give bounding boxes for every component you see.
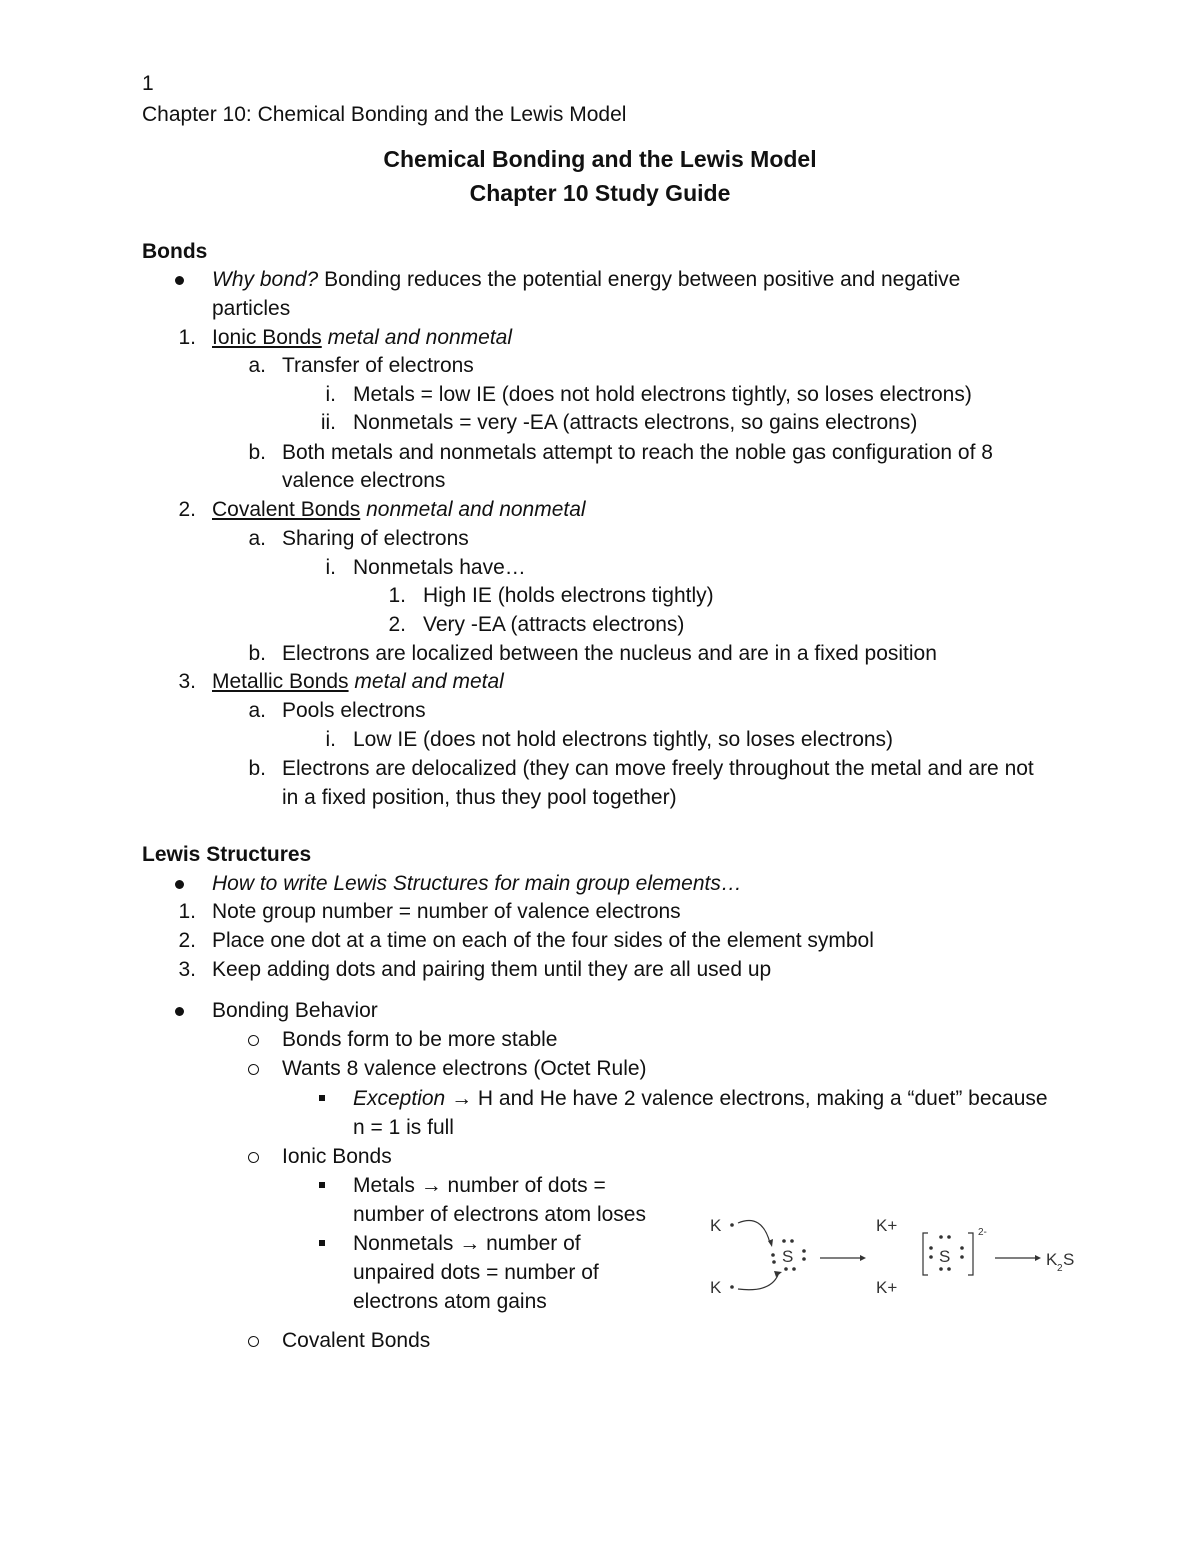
behavior-covalent: Covalent Bonds [282, 1329, 431, 1352]
diagram-k-top: K [710, 1216, 722, 1235]
ionic-b-cont: valence electrons [282, 469, 446, 492]
metallic-b-cont: in a fixed position, thus they pool together) [282, 786, 677, 809]
right-arrow-icon: → [414, 1174, 448, 1197]
list-marker: i. [325, 556, 336, 579]
list-marker: 2. [178, 498, 196, 521]
metals-text: number of dots = [447, 1174, 606, 1197]
doc-title: Chemical Bonding and the Lewis Model [383, 146, 817, 172]
right-arrow-icon: → [445, 1087, 478, 1110]
list-marker: i. [325, 728, 336, 751]
behavior-ionic: Ionic Bonds [282, 1145, 392, 1168]
electron-dot [730, 1285, 734, 1289]
k2s-lewis-diagram [700, 1205, 1080, 1300]
covalent-bonds-desc: nonmetal and nonmetal [360, 498, 586, 521]
list-marker: a. [248, 527, 266, 550]
list-marker: ii. [320, 411, 336, 434]
list-marker: 1. [388, 584, 406, 607]
metallic-bonds-title: Metallic Bonds [212, 670, 349, 693]
square-bullet-icon [319, 1095, 325, 1101]
covalent-bonds-title: Covalent Bonds [212, 498, 361, 521]
list-marker: 3. [178, 958, 196, 981]
list-marker: b. [248, 441, 266, 464]
nonmetals-text: number of [486, 1232, 581, 1255]
section-heading-bonds: Bonds [142, 240, 208, 263]
covalent-a-i: Nonmetals have… [353, 556, 526, 579]
ionic-bonds-desc: metal and nonmetal [321, 326, 513, 349]
electron-dot [947, 1235, 951, 1239]
diagram-k-plus-top: K+ [876, 1216, 898, 1235]
ionic-bonds-item [212, 324, 512, 352]
lewis-how: How to write Lewis Structures for main group elements… [212, 872, 742, 895]
bracket-left [923, 1233, 928, 1275]
covalent-a-i-1: High IE (holds electrons tightly) [423, 584, 714, 607]
diagram-s-ion: S [939, 1247, 951, 1266]
list-marker: 1. [178, 900, 196, 923]
diagram-s: S [782, 1247, 794, 1266]
list-marker: b. [248, 642, 266, 665]
hollow-bullet-icon [248, 1064, 259, 1075]
electron-dot [802, 1257, 806, 1261]
section-heading-lewis: Lewis Structures [142, 843, 312, 866]
ionic-nonmetals-cont: unpaired dots = number of [353, 1261, 599, 1284]
covalent-bonds-item [212, 496, 586, 524]
why-bond-text: Bonding reduces the potential energy between positive and negative [318, 268, 961, 291]
metallic-bonds-item [212, 668, 504, 696]
electron-dot [730, 1223, 734, 1227]
electron-dot [939, 1235, 943, 1239]
electron-dot [929, 1246, 933, 1250]
bonding-behavior: Bonding Behavior [212, 999, 378, 1022]
arrowhead [860, 1255, 866, 1261]
hollow-bullet-icon [248, 1336, 259, 1347]
diagram-product-k: K [1046, 1250, 1058, 1269]
bullet-icon [175, 880, 184, 889]
square-bullet-icon [319, 1182, 325, 1188]
electron-dot [960, 1255, 964, 1259]
lewis-step-3: Keep adding dots and pairing them until they are all used up [212, 958, 772, 981]
covalent-a: Sharing of electrons [282, 527, 469, 550]
ionic-a-i: Metals = low IE (does not hold electrons tightly, so loses electrons) [353, 383, 972, 406]
electron-dot [960, 1246, 964, 1250]
behavior-stable: Bonds form to be more stable [282, 1028, 558, 1051]
why-bond-line [212, 266, 960, 294]
electron-dot [771, 1253, 775, 1257]
list-marker: i. [325, 383, 336, 406]
list-marker: 2. [388, 613, 406, 636]
arrowhead [1035, 1255, 1041, 1261]
diagram-k-bottom: K [710, 1278, 722, 1297]
metals-label: Metals [353, 1174, 415, 1197]
lewis-step-2: Place one dot at a time on each of the four sides of the element symbol [212, 929, 874, 952]
page-number: 1 [142, 72, 154, 95]
electron-dot [929, 1255, 933, 1259]
doc-subtitle: Chapter 10 Study Guide [469, 180, 731, 206]
metallic-a: Pools electrons [282, 699, 426, 722]
ionic-a-ii: Nonmetals = very -EA (attracts electrons, so gains electrons) [353, 411, 918, 434]
electron-dot [784, 1267, 788, 1271]
chapter-header: Chapter 10: Chemical Bonding and the Lewis Model [142, 103, 627, 126]
electron-dot [939, 1267, 943, 1271]
right-arrow-icon: → [453, 1232, 487, 1255]
list-marker: 3. [178, 670, 196, 693]
electron-dot [792, 1267, 796, 1271]
list-marker: b. [248, 757, 266, 780]
diagram-k-plus-bottom: K+ [876, 1278, 898, 1297]
exception-label: Exception [353, 1087, 446, 1110]
electron-dot [782, 1239, 786, 1243]
why-bond-text-cont: particles [212, 297, 291, 320]
electron-dot [772, 1260, 776, 1264]
covalent-b: Electrons are localized between the nucleus and are in a fixed position [282, 642, 937, 665]
behavior-octet: Wants 8 valence electrons (Octet Rule) [282, 1057, 647, 1080]
covalent-a-i-2: Very -EA (attracts electrons) [423, 613, 685, 636]
octet-exception-cont: n = 1 is full [353, 1116, 454, 1139]
octet-exception [353, 1085, 1048, 1113]
bullet-icon [175, 276, 184, 285]
ionic-b: Both metals and nonmetals attempt to reach the noble gas configuration of 8 [282, 441, 993, 464]
ionic-metals [353, 1172, 606, 1200]
list-marker: 1. [178, 326, 196, 349]
list-marker: a. [248, 699, 266, 722]
hollow-bullet-icon [248, 1152, 259, 1163]
electron-dot [790, 1239, 794, 1243]
ionic-nonmetals [353, 1230, 581, 1258]
bullet-icon [175, 1007, 184, 1016]
transfer-arrow-bottom [738, 1275, 778, 1290]
ionic-metals-cont: number of electrons atom loses [353, 1203, 646, 1226]
diagram-product-s: S [1063, 1250, 1075, 1269]
electron-dot [947, 1267, 951, 1271]
square-bullet-icon [319, 1240, 325, 1246]
hollow-bullet-icon [248, 1035, 259, 1046]
metallic-a-i: Low IE (does not hold electrons tightly, so loses electrons) [353, 728, 894, 751]
why-bond-label: Why bond? [212, 268, 319, 291]
diagram-product-sub: 2 [1057, 1263, 1063, 1274]
diagram-charge: 2- [978, 1227, 987, 1238]
electron-dot [802, 1249, 806, 1253]
list-marker: a. [248, 354, 266, 377]
ionic-nonmetals-cont2: electrons atom gains [353, 1290, 547, 1313]
lewis-step-1: Note group number = number of valence electrons [212, 900, 681, 923]
ionic-a: Transfer of electrons [282, 354, 474, 377]
ionic-bonds-title: Ionic Bonds [212, 326, 322, 349]
metallic-b: Electrons are delocalized (they can move freely throughout the metal and are not [282, 757, 1034, 780]
list-marker: 2. [178, 929, 196, 952]
exception-text: H and He have 2 valence electrons, making a “duet” because [477, 1087, 1048, 1110]
metallic-bonds-desc: metal and metal [348, 670, 504, 693]
bracket-right [968, 1233, 973, 1275]
transfer-arrow-top [738, 1221, 770, 1244]
nonmetals-label: Nonmetals [353, 1232, 454, 1255]
